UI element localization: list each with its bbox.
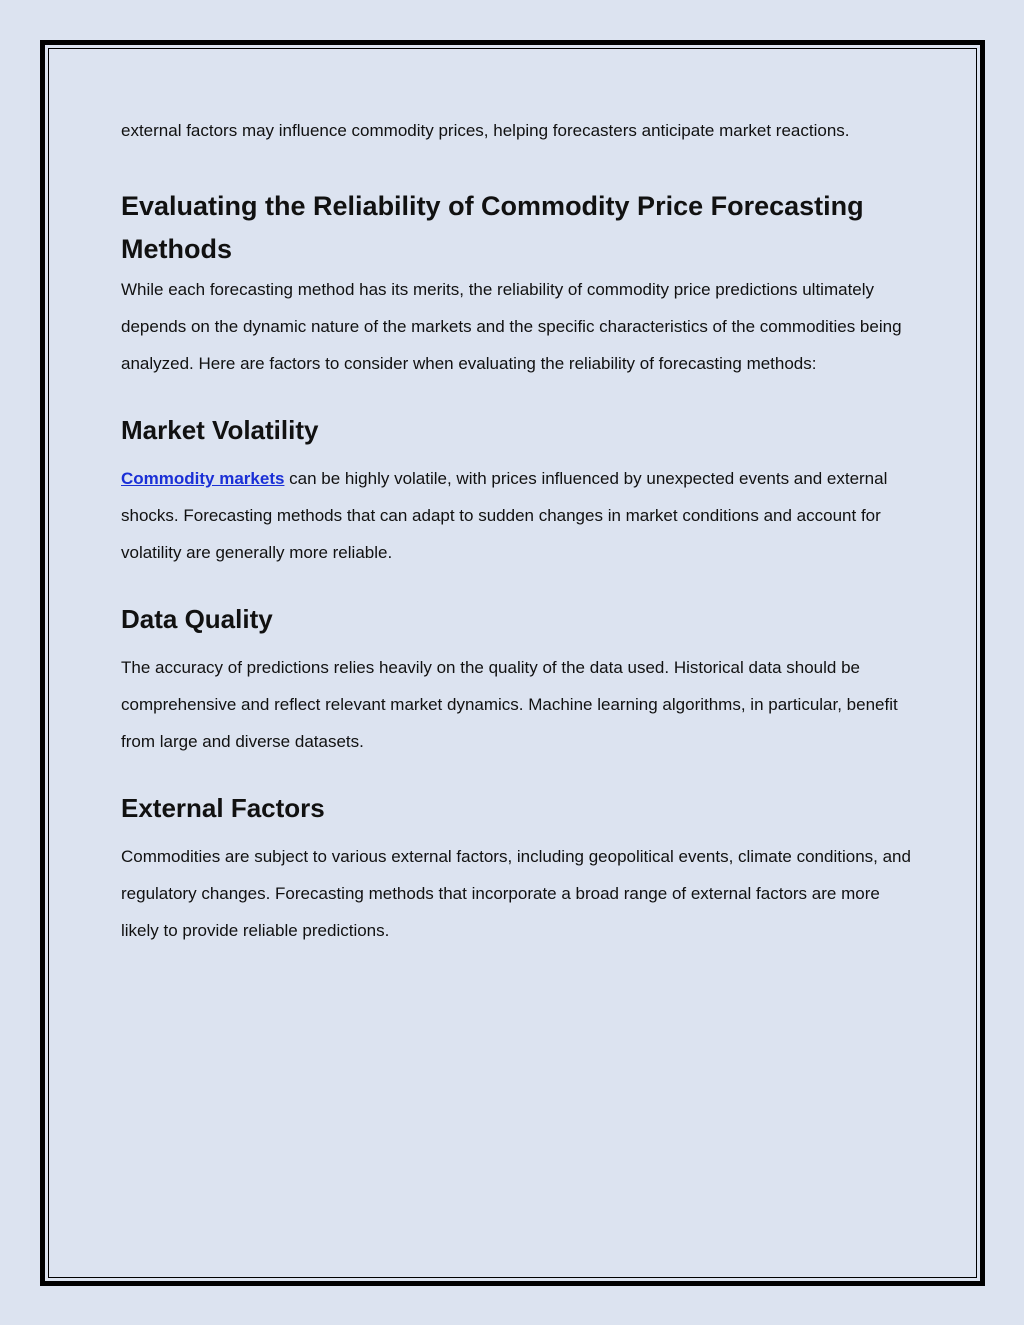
data-quality-paragraph: The accuracy of predictions relies heavily on the quality of the data used. Historical data should be comprehensive and reflect relevant market dynamics. Machine learning algorithms, in particular, benefit from large and diverse datasets. [121, 658, 898, 751]
section-heading-market-volatility: Market Volatility [121, 415, 319, 445]
intro-paragraph: external factors may influence commodity prices, helping forecasters anticipate market reactions. [121, 121, 850, 140]
document-body [121, 112, 911, 979]
section-heading-data-quality: Data Quality [121, 604, 273, 634]
section-heading-external-factors: External Factors [121, 793, 325, 823]
external-factors-paragraph: Commodities are subject to various external factors, including geopolitical events, climate conditions, and regulatory changes. Forecasting methods that incorporate a broad range of external factors are more likely to provide reliable predictions. [121, 847, 911, 940]
market-volatility-text: can be highly volatile, with prices influenced by unexpected events and external shocks. Forecasting methods that can adapt to sudden changes in market conditions and account for volatility are generally more reliable. [121, 469, 888, 562]
reliability-paragraph: While each forecasting method has its merits, the reliability of commodity price predictions ultimately depends on the dynamic nature of the markets and the specific characteristics of the commodities being analyzed. Here are factors to consider when evaluating the reliability of forecasting methods: [121, 280, 902, 373]
section-heading-reliability: Evaluating the Reliability of Commodity Price Forecasting Methods [121, 191, 864, 264]
commodity-markets-link[interactable]: Commodity markets [121, 469, 285, 488]
market-volatility-paragraph [121, 460, 911, 571]
